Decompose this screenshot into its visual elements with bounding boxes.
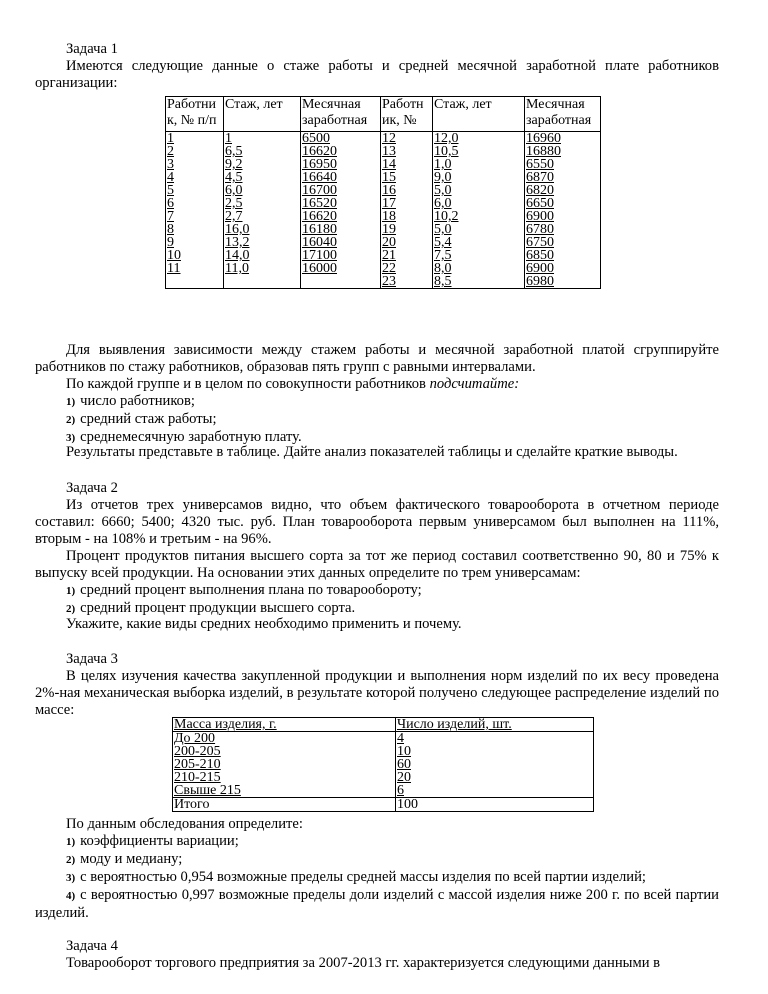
task2-para2: Процент продуктов питания высшего сорта за тот же период составил соответственно 90, 80 и 75% к выпуску всей продукции. На основании этих данных определите по трем универсамам: [35, 548, 719, 581]
list-number: 3) [66, 432, 76, 444]
table-cell: 16000 [301, 262, 381, 275]
task3-list [35, 833, 719, 922]
list-number: 3) [66, 872, 76, 884]
task1-para1: Для выявления зависимости между стажем работы и месячной заработной платой сгруппируйте работников по стажу работников, образовав пять групп с равными интервалами. [35, 342, 719, 375]
table-header-cell: Стаж, лет [224, 97, 301, 132]
table-cell: 15 [381, 171, 433, 184]
table-cell: 6,0 [433, 197, 525, 210]
table-cell: 16620 [301, 210, 381, 223]
list-item [35, 393, 719, 411]
table-cell: 1,0 [433, 158, 525, 171]
table-cell: 7 [166, 210, 224, 223]
table-cell: 6870 [525, 171, 601, 184]
table-cell: 4 [396, 732, 594, 746]
list-text: моду и медиану; [80, 851, 183, 867]
table-cell: 6900 [525, 210, 601, 223]
list-number: 2) [66, 854, 76, 866]
list-item [35, 411, 719, 429]
table-cell: 10,5 [433, 145, 525, 158]
table-cell: 11,0 [224, 262, 301, 275]
table-cell: 6820 [525, 184, 601, 197]
table-header-cell: Число изделий, шт. [396, 718, 594, 732]
table-cell: 16960 [525, 132, 601, 146]
task1-list [35, 393, 719, 447]
table-cell: 21 [381, 249, 433, 262]
table-cell: 6,0 [224, 184, 301, 197]
table-cell: 200-205 [173, 745, 396, 758]
task1-table [165, 96, 601, 289]
table-cell: Итого [173, 798, 396, 812]
task1-para2-text: По каждой группе и в целом по совокупности работников [66, 376, 430, 392]
table-cell: 23 [381, 275, 433, 289]
table-cell: 6900 [525, 262, 601, 275]
table-cell: 2 [166, 145, 224, 158]
table-cell: 16520 [301, 197, 381, 210]
table-row [173, 798, 594, 812]
list-text: коэффициенты вариации; [80, 833, 239, 849]
table-cell: 6850 [525, 249, 601, 262]
table-cell: 16700 [301, 184, 381, 197]
task1-heading: Задача 1 [66, 41, 118, 57]
table-cell: 16 [381, 184, 433, 197]
table-cell [301, 275, 381, 289]
table-cell: 16640 [301, 171, 381, 184]
table-cell: 210-215 [173, 771, 396, 784]
table-cell: Свыше 215 [173, 784, 396, 798]
table-cell: 16,0 [224, 223, 301, 236]
table-cell: 16180 [301, 223, 381, 236]
table-cell: 6,5 [224, 145, 301, 158]
table-cell: 9,0 [433, 171, 525, 184]
table-cell: 17100 [301, 249, 381, 262]
list-item [35, 851, 719, 869]
table-row [173, 745, 594, 758]
list-number: 2) [66, 603, 76, 615]
table-cell: 4 [166, 171, 224, 184]
table-header-cell: Стаж, лет [433, 97, 525, 132]
list-text: средний процент выполнения плана по товарообороту; [80, 582, 422, 598]
table-header-cell: Работн ик, № [381, 97, 433, 132]
list-text: средний стаж работы; [80, 411, 217, 427]
table-header-row [166, 97, 601, 132]
table-cell: 4,5 [224, 171, 301, 184]
list-number: 4) [66, 890, 76, 902]
table-cell [166, 275, 224, 289]
table-cell: 16040 [301, 236, 381, 249]
table-cell: 13,2 [224, 236, 301, 249]
table-row [173, 758, 594, 771]
table-header-cell: Месячная заработная [525, 97, 601, 132]
list-item [35, 833, 719, 851]
table-cell: 10 [396, 745, 594, 758]
table-cell: 2,5 [224, 197, 301, 210]
table-cell: 14,0 [224, 249, 301, 262]
task2-conclusion: Укажите, какие виды средних необходимо применить и почему. [66, 616, 462, 632]
table-cell [224, 275, 301, 289]
list-item [35, 887, 719, 922]
table-cell: 6550 [525, 158, 601, 171]
table-cell: 6 [166, 197, 224, 210]
table-cell: 12 [381, 132, 433, 146]
table-cell: 13 [381, 145, 433, 158]
table-cell: 16620 [301, 145, 381, 158]
table-cell: 2,7 [224, 210, 301, 223]
task2-heading: Задача 2 [66, 480, 118, 496]
task3-para1: По данным обследования определите: [66, 816, 303, 832]
table-cell: До 200 [173, 732, 396, 746]
table-cell: 16880 [525, 145, 601, 158]
list-number: 1) [66, 836, 76, 848]
task3-table [172, 717, 594, 812]
table-cell: 9,2 [224, 158, 301, 171]
task3-heading: Задача 3 [66, 651, 118, 667]
task1-para2-emphasis: подсчитайте: [429, 376, 520, 392]
table-header-cell: Масса изделия, г. [173, 718, 396, 732]
table-cell: 3 [166, 158, 224, 171]
table-cell: 5 [166, 184, 224, 197]
table-cell: 17 [381, 197, 433, 210]
table-header-cell: Месячная заработная [301, 97, 381, 132]
list-text: среднемесячную заработную плату. [80, 429, 302, 445]
table-cell: 1 [224, 132, 301, 146]
table-cell: 100 [396, 798, 594, 812]
task2-list [35, 582, 719, 618]
table-header-cell: Работни к, № п/п [166, 97, 224, 132]
list-number: 1) [66, 396, 76, 408]
table-cell: 6500 [301, 132, 381, 146]
table-cell: 8 [166, 223, 224, 236]
table-cell: 5,0 [433, 184, 525, 197]
table-cell: 11 [166, 262, 224, 275]
table-cell: 1 [166, 132, 224, 146]
list-text: число работников; [80, 393, 195, 409]
task1-para2 [35, 376, 750, 393]
task4-heading: Задача 4 [66, 938, 118, 954]
table-row [173, 784, 594, 798]
table-cell: 6750 [525, 236, 601, 249]
table-cell: 8,0 [433, 262, 525, 275]
list-number: 2) [66, 414, 76, 426]
table-cell: 9 [166, 236, 224, 249]
list-item [35, 582, 719, 600]
table-cell: 6980 [525, 275, 601, 289]
task4-intro: Товарооборот торгового предприятия за 2007-2013 гг. характеризуется следующими данными в [66, 955, 661, 971]
table-cell: 19 [381, 223, 433, 236]
table-cell: 5,4 [433, 236, 525, 249]
table-cell: 10 [166, 249, 224, 262]
table-cell: 6 [396, 784, 594, 798]
table-header-row [173, 718, 594, 732]
table-cell: 8,5 [433, 275, 525, 289]
task1-intro: Имеются следующие данные о стаже работы и средней месячной заработной плате работников организации: [35, 58, 719, 91]
task3-intro: В целях изучения качества закупленной продукции и выполнения норм изделий по их весу проведена 2%-ная механическая выборка изделий, в результате которой получено следующее распределение изделий по массе: [35, 668, 719, 718]
table-row [166, 132, 601, 146]
list-number: 1) [66, 585, 76, 597]
list-text: с вероятностью 0,997 возможные пределы доли изделий с массой изделия ниже 200 г. по всей партии изделий. [35, 887, 719, 921]
table-cell: 22 [381, 262, 433, 275]
table-cell: 5,0 [433, 223, 525, 236]
table-cell: 18 [381, 210, 433, 223]
list-text: с вероятностью 0,954 возможные пределы средней массы изделия по всей партии изделий; [80, 869, 646, 885]
list-item [35, 869, 719, 887]
table-row [173, 732, 594, 746]
table-cell: 6780 [525, 223, 601, 236]
list-text: средний процент продукции высшего сорта. [80, 600, 356, 616]
table-cell: 20 [381, 236, 433, 249]
task1-conclusion: Результаты представьте в таблице. Дайте анализ показателей таблицы и сделайте краткие выводы. [66, 444, 678, 460]
table-cell: 12,0 [433, 132, 525, 146]
table-cell: 20 [396, 771, 594, 784]
table-cell: 205-210 [173, 758, 396, 771]
table-cell: 16950 [301, 158, 381, 171]
table-cell: 60 [396, 758, 594, 771]
table-cell: 10,2 [433, 210, 525, 223]
table-cell: 7,5 [433, 249, 525, 262]
table-cell: 14 [381, 158, 433, 171]
table-cell: 6650 [525, 197, 601, 210]
task2-para1: Из отчетов трех универсамов видно, что объем фактического товарооборота в отчетном периоде составил: 6660; 5400; 4320 тыс. руб. План товарооборота первым универсамом был выполнен на 111%, вторым - на 108% и третьим - на 96%. [35, 497, 719, 547]
table-row [166, 275, 601, 289]
